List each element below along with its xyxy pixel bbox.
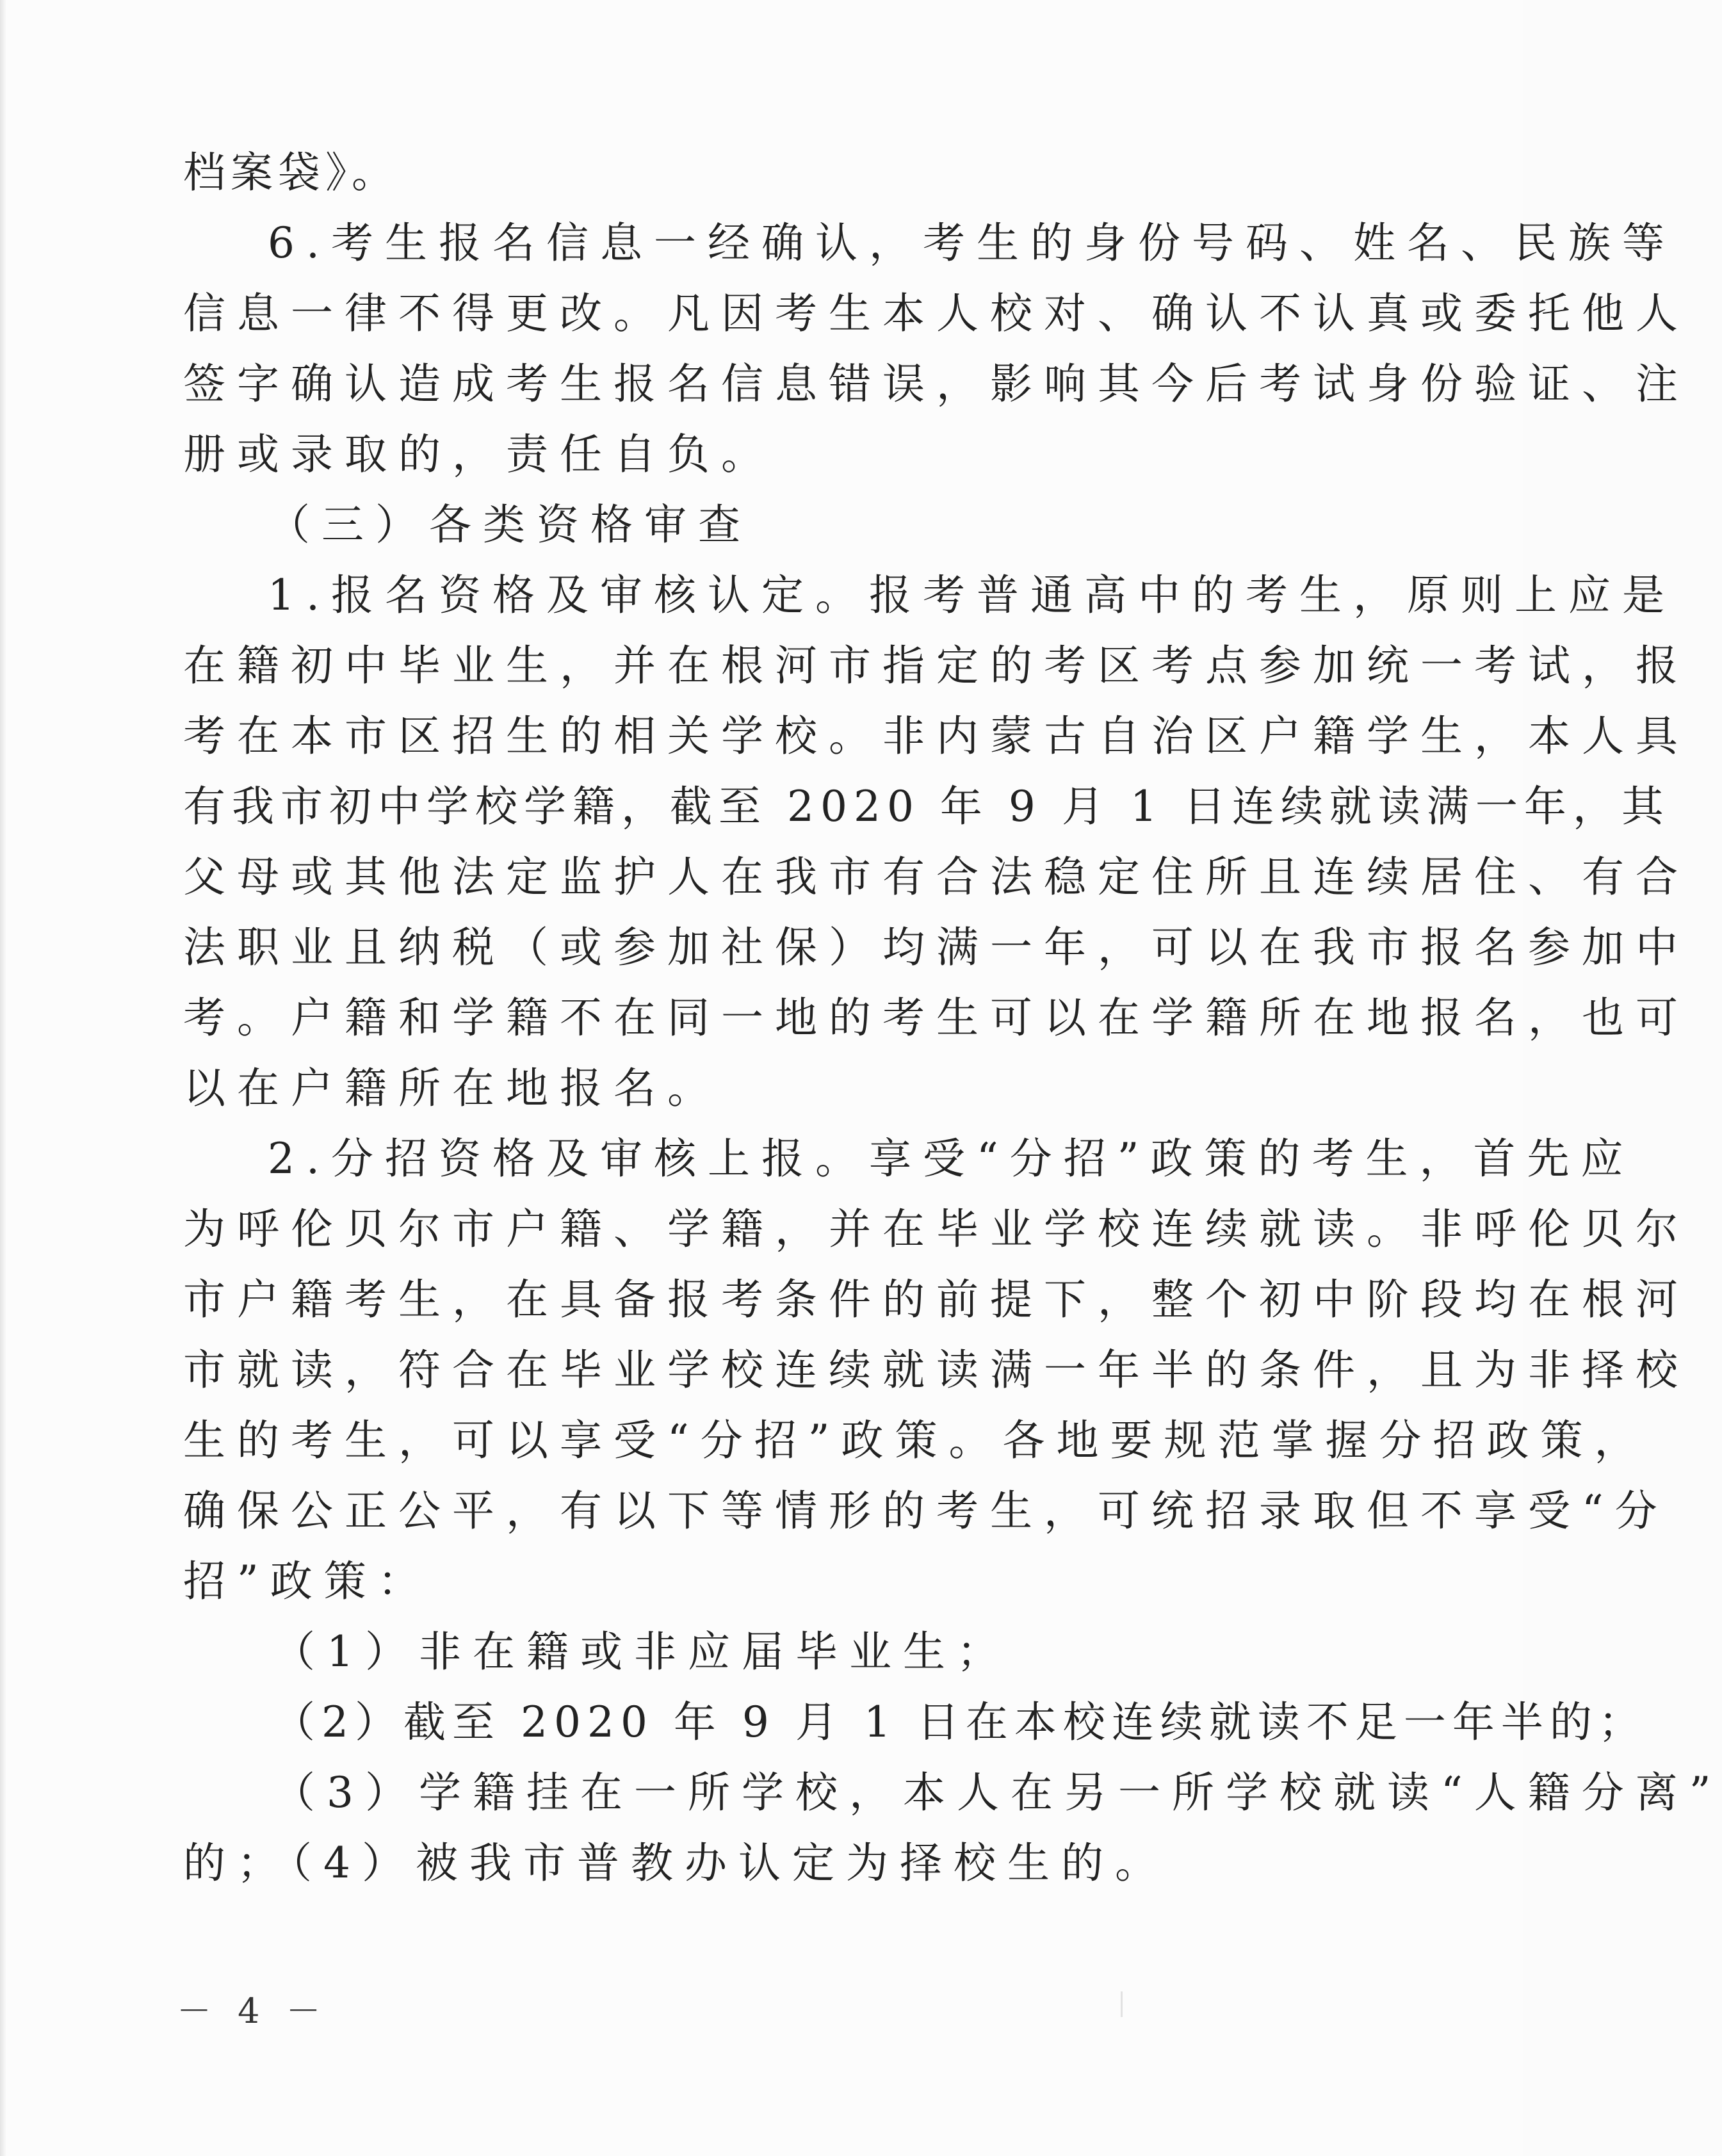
text-line: 有我市初中学校学籍，截至 2020 年 9 月 1 日连续就读满一年，其 [183,782,1670,831]
text-line: 在籍初中毕业生，并在根河市指定的考区考点参加统一考试，报 [183,641,1689,690]
scan-artifact [1121,1991,1123,2017]
text-line: 确保公正公平，有以下等情形的考生，可统招录取但不享受“分 [183,1486,1669,1536]
text-line: 考。户籍和学籍不在同一地的考生可以在学籍所在地报名，也可 [183,993,1689,1042]
text-line: 考在本市区招生的相关学校。非内蒙古自治区户籍学生，本人具 [183,711,1689,761]
list-item: （3）学籍挂在一所学校，本人在另一所学校就读“人籍分离” [273,1768,1722,1817]
text-line: 父母或其他法定监护人在我市有合法稳定住所且连续居住、有合 [183,852,1689,902]
text-line: 签字确认造成考生报名信息错误，影响其今后考试身份验证、注 [183,359,1689,409]
document-body [183,138,1722,1899]
text-line: 为呼伦贝尔市户籍、学籍，并在毕业学校连续就读。非呼伦贝尔 [183,1204,1689,1254]
scan-edge [0,0,6,2156]
text-line: 市就读，符合在毕业学校连续就读满一年半的条件，且为非择校 [183,1345,1689,1395]
section-heading: （三）各类资格审查 [268,500,752,549]
text-line: 生的考生，可以享受“分招”政策。各地要规范掌握分招政策， [183,1416,1648,1465]
text-line: 招”政策： [183,1557,432,1606]
text-line: 册或录取的，责任自负。 [183,430,775,479]
text-line: 信息一律不得更改。凡因考生本人校对、确认不认真或委托他人 [183,289,1689,338]
list-item: （1）非在籍或非应届毕业生； [273,1627,1011,1676]
list-item: （2）截至 2020 年 9 月 1 日在本校连续就读不足一年半的； [273,1698,1647,1747]
text-line: 1.报名资格及审核认定。报考普通高中的考生，原则上应是 [268,571,1676,620]
page-number: － 4 － [177,1991,329,2031]
text-line: 市户籍考生，在具备报考条件的前提下，整个初中阶段均在根河 [183,1275,1689,1324]
text-line: 2.分招资格及审核上报。享受“分招”政策的考生，首先应 [268,1134,1635,1183]
list-item: 的；（4）被我市普教办认定为择校生的。 [183,1838,1169,1888]
text-line: 档案袋》。 [183,148,399,197]
text-line: 6.考生报名信息一经确认，考生的身份号码、姓名、民族等 [268,218,1676,268]
text-line: 法职业且纳税（或参加社保）均满一年，可以在我市报名参加中 [183,923,1689,972]
text-line: 以在户籍所在地报名。 [183,1064,721,1113]
